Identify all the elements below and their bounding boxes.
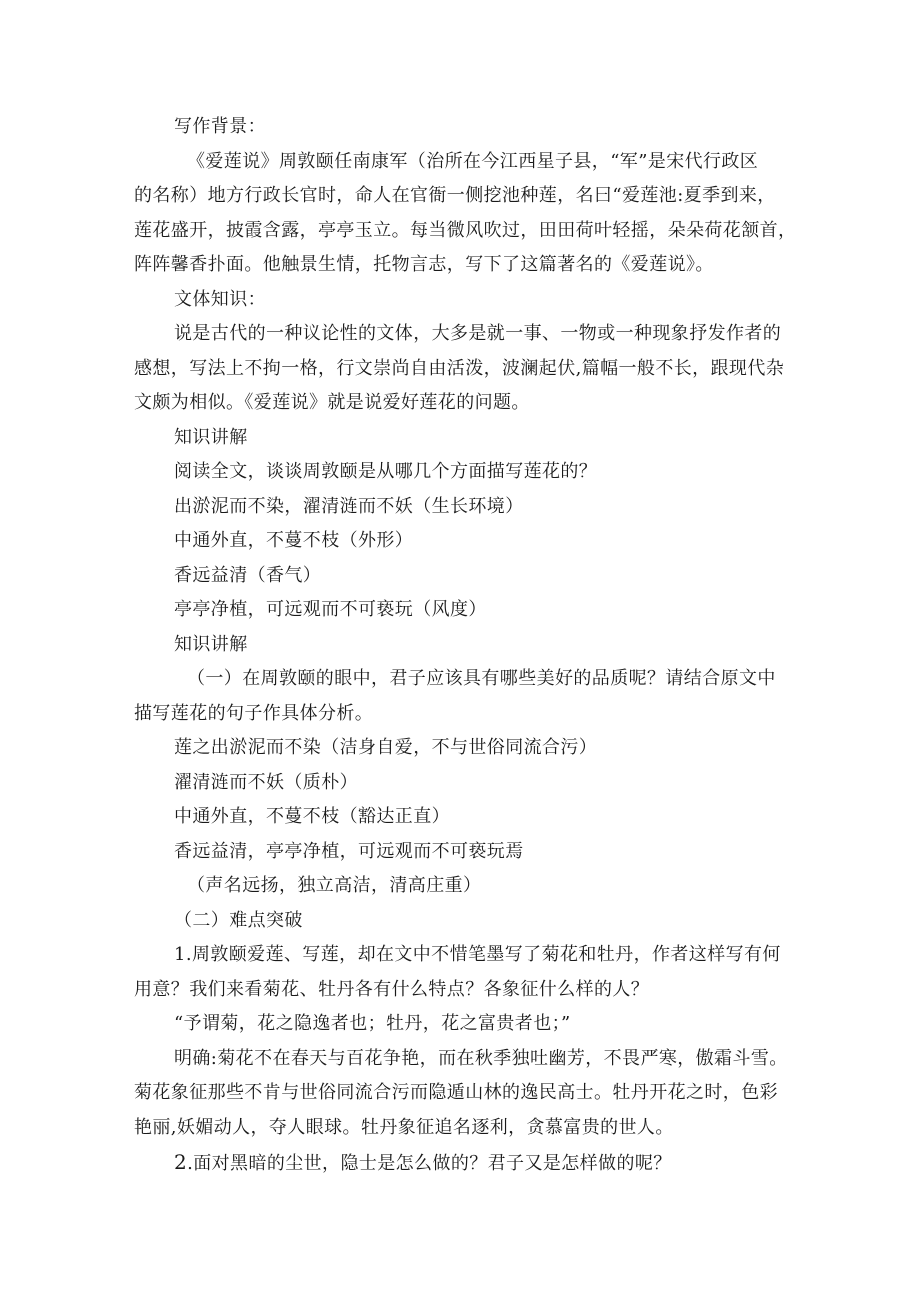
knowledge-explanation-heading: 知识讲解 [174,426,248,448]
background-paragraph-line: 的名称）地方行政长官时，命人在官衙一侧挖池种莲，名曰“爱莲池:夏季到来， [134,185,776,206]
writing-background-heading: 写作背景： [174,116,266,137]
document-body [134,110,797,1182]
answer-line: 香远益清（香气） [174,564,322,586]
answer-line: 亭亭净植，可远观而不可亵玩（风度） [174,599,487,620]
question-line: （一）在周敦颐的眼中，君子应该具有哪些美好的品质呢？请结合原文中 [187,668,776,689]
genre-knowledge-heading: 文体知识： [174,288,266,310]
difficulty-heading: （二）难点突破 [174,909,303,931]
question-number: 2 [174,1150,188,1174]
question-line: 1.周敦颐爱莲、写莲，却在文中不惜笔墨写了菊花和牡丹，作者这样写有何 [174,944,781,965]
answer-line: 香远益清，亭亭净植，可远观而不可亵玩焉 [174,840,524,862]
genre-paragraph-line: 文颇为相似。《爱莲说》就是说爱好莲花的问题。 [134,392,530,413]
answer-line: （声名远扬，独立高洁，清高庄重） [187,875,482,896]
answer-line: 艳丽,妖媚动人，夺人眼球。牡丹象征追名逐利，贪慕富贵的世人。 [134,1116,674,1138]
question-line: 阅读全文，谈谈周敦颐是从哪几个方面描写莲花的？ [174,461,598,482]
background-paragraph-line: 阵阵馨香扑面。他触景生情，托物言志，写下了这篇著名的《爱莲说》。 [134,254,714,275]
answer-line: 菊花象征那些不肯与世俗同流合污而隐遁山林的逸民高士。牡丹开花之时，色彩 [134,1082,778,1103]
genre-paragraph-line: 说是古代的一种议论性的文体，大多是就一事、一物或一种现象抒发作者的 [174,323,782,344]
answer-line: 中通外直，不蔓不枝（外形） [174,530,414,551]
answer-line: 濯清涟而不妖（质朴） [174,771,358,793]
answer-line: 中通外直，不蔓不枝（豁达正直） [174,806,450,827]
background-paragraph-line: 《爱莲说》周敦颐任南康军（治所在今江西星子县，“军”是宋代行政区 [187,150,759,172]
question-line [134,1145,794,1182]
question-line: 用意？我们来看菊花、牡丹各有什么特点？各象征什么样的人？ [134,978,650,1000]
answer-line: 明确:菊花不在春天与百花争艳，而在秋季独吐幽芳，不畏严寒，傲霜斗雪。 [174,1047,788,1069]
question-line: 描写莲花的句子作具体分析。 [134,702,374,724]
knowledge-explanation-heading: 知识讲解 [174,633,248,655]
question-text: .面对黑暗的尘世，隐士是怎么做的？君子又是怎样做的呢？ [187,1153,672,1174]
answer-line: 出淤泥而不染，濯清涟而不妖（生长环境） [174,495,524,517]
genre-paragraph-line: 感想，写法上不拘一格，行文崇尚自由活泼，波澜起伏,篇幅一般不长，跟现代杂 [134,357,785,379]
answer-line: 莲之出淤泥而不染（洁身自爱，不与世俗同流合污） [174,737,598,758]
background-paragraph-line: 莲花盛开，披霞含露，亭亭玉立。每当微风吹过，田田荷叶轻摇，朵朵荷花颔首， [134,219,797,241]
quote-line: “予谓菊，花之隐逸者也；牡丹，花之富贵者也；” [174,1013,571,1034]
